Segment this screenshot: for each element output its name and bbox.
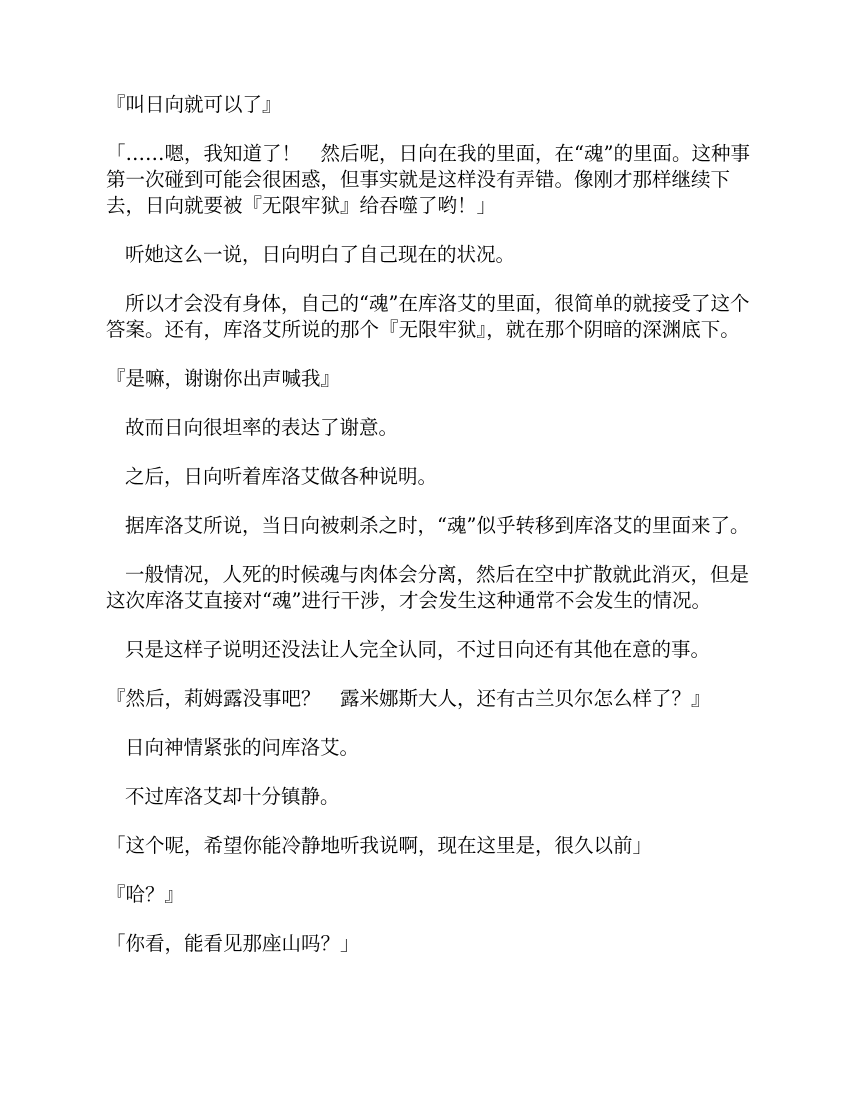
paragraph: 之后，日向听着库洛艾做各种说明。 (125, 465, 438, 488)
paragraph: 一般情况，人死的时候魂与肉体会分离，然后在空中扩散就此消灭，但是这次库洛艾直接对“魂”进行干涉，才会发生这种通常不会发生的情况。 (106, 563, 750, 612)
paragraph: 所以才会没有身体，自己的“魂”在库洛艾的里面，很简单的就接受了这个答案。还有，库洛艾所说的那个『无限牢狱』，就在那个阴暗的深渊底下。 (106, 292, 750, 341)
paragraph: 『然后，莉姆露没事吧？ 露米娜斯大人，还有古兰贝尔怎么样了？』 (106, 687, 711, 710)
paragraph: 『是嘛，谢谢你出声喊我』 (106, 367, 341, 390)
paragraph: 不过库洛艾却十分镇静。 (125, 785, 340, 808)
paragraph: 『哈？』 (106, 883, 185, 906)
paragraph: 「这个呢，希望你能冷静地听我说啊，现在这里是，很久以前」 (106, 834, 653, 857)
paragraph: 听她这么一说，日向明白了自己现在的状况。 (125, 243, 516, 266)
paragraph: 只是这样子说明还没法让人完全认同，不过日向还有其他在意的事。 (125, 638, 711, 661)
paragraph: 「……嗯，我知道了！ 然后呢，日向在我的里面，在“魂”的里面。这种事第一次碰到可能会很困惑，但事实就是这样没有弄错。像刚才那样继续下去，日向就要被『无限牢狱』给吞噬了哟！」 (106, 142, 750, 217)
paragraph: 故而日向很坦率的表达了谢意。 (125, 416, 399, 439)
paragraph: 日向神情紧张的问库洛艾。 (125, 736, 360, 759)
paragraph: 「你看，能看见那座山吗？」 (106, 932, 360, 955)
paragraph: 据库洛艾所说，当日向被刺杀之时，“魂”似乎转移到库洛艾的里面来了。 (125, 514, 750, 537)
paragraph: 『叫日向就可以了』 (106, 93, 282, 116)
